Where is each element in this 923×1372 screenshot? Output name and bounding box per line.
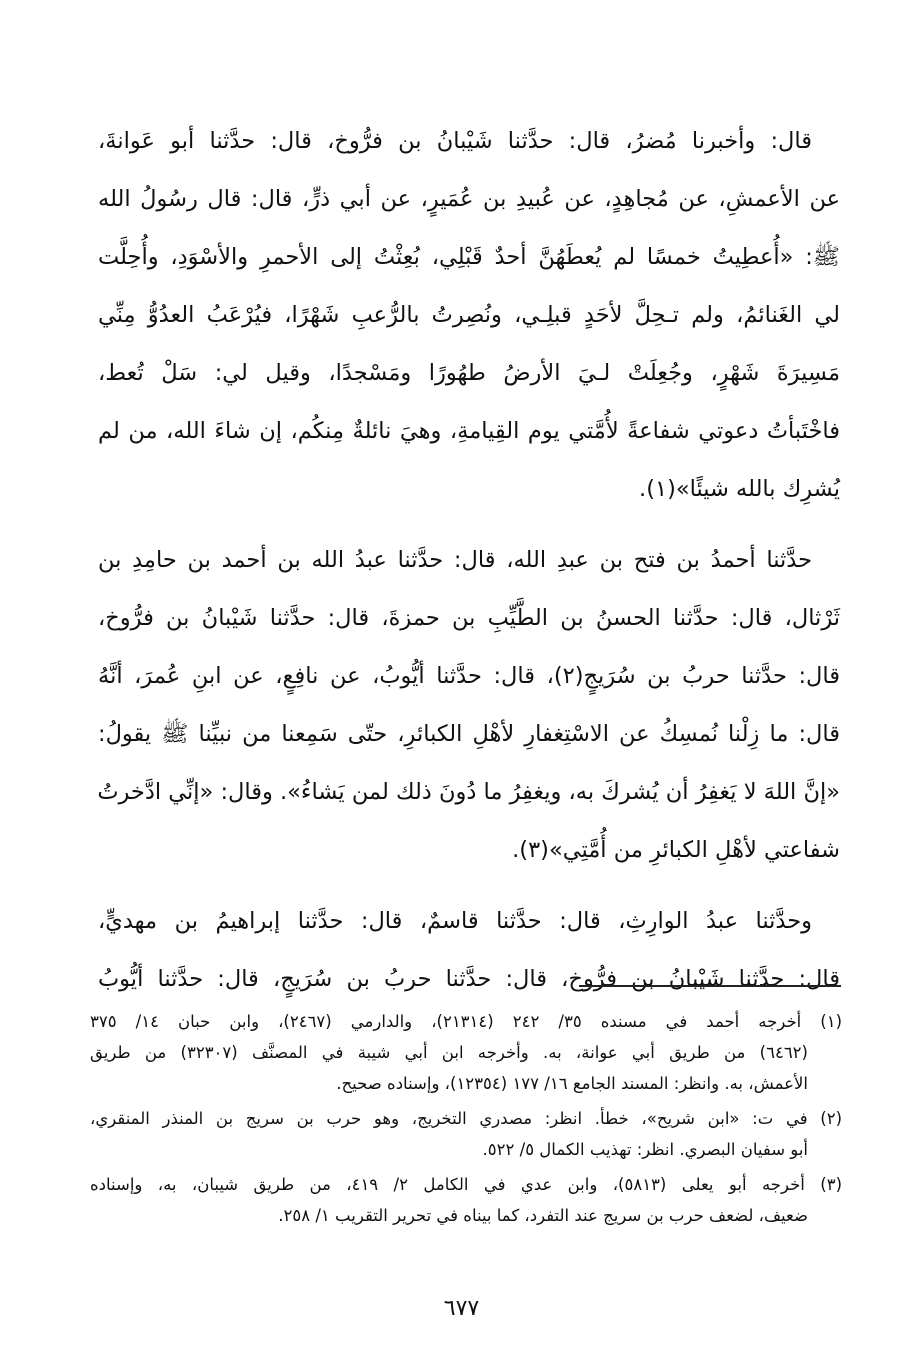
main-text [98, 112, 840, 1008]
text-line: ثَرْثال، قال: حدَّثنا الحسنُ بن الطَّيِّبِ بن حمزةَ، قال: حدَّثنا شَيْبانُ بن فرُّوخ، [98, 605, 840, 631]
footnotes [90, 1006, 842, 1235]
footnote-2 [90, 1103, 842, 1165]
text-line: وحدَّثنا عبدُ الوارِثِ، قال: حدَّثنا قاسمٌ، قال: حدَّثنا إبراهيمُ بن مهديٍّ، [98, 908, 812, 934]
paragraph-3 [98, 892, 840, 1008]
text-line: قال: ما زِلْنا نُمسِكُ عن الاسْتِغفارِ لأهْلِ الكبائرِ، حتّى سَمِعنا من نبيِّنا ﷺ يقولُ: [98, 721, 840, 747]
text-line: حدَّثنا أحمدُ بن فتح بن عبدِ الله، قال: حدَّثنا عبدُ الله بن أحمد بن حامِدِ بن [98, 547, 812, 573]
text-line: قال: وأخبرنا مُضرُ، قال: حدَّثنا شَيْبانُ بن فرُّوخ، قال: حدَّثنا أبو عَوانةَ، [98, 128, 812, 154]
footnote-line: الأعمش، به. وانظر: المسند الجامع ١٦/ ١٧٧ (١٢٣٥٤)، وإسناده صحيح. [336, 1074, 808, 1093]
text-line: قال: حدَّثنا حربُ بن سُرَيجٍ(٢)، قال: حدَّثنا أيُّوبُ، عن نافِعٍ، عن ابنِ عُمرَ، أنَّهُ [98, 663, 841, 689]
text-line: ﷺ: «أُعطِيتُ خمسًا لم يُعطَهُنَّ أحدٌ قَبْلِي، بُعِثْتُ إلى الأحمرِ والأسْوَدِ، وأُحِلَّت [98, 244, 840, 270]
text-line: مَسِيرَةَ شَهْرٍ، وجُعِلَتْ لـيَ الأرضُ طهُورًا ومَسْجدًا، وقيل لي: سَلْ تُعط، [98, 360, 840, 386]
footnote-1 [90, 1006, 842, 1099]
text-line: فاخْتَبأتُ دعوتي شفاعةً لأُمَّتي يوم القِيامةِ، وهيَ نائلةٌ مِنكُم، إن شاءَ الله، من لم [98, 418, 840, 444]
text-line: قال: حدَّثنا شَيْبانُ بن فرُّوخ، قال: حدَّثنا حربُ بن سُرَيجٍ، قال: حدَّثنا أيُّوبُ [98, 966, 840, 992]
footnote-divider [579, 985, 841, 987]
text-line: عن الأعمشِ، عن مُجاهِدٍ، عن عُبيدِ بن عُمَيرٍ، عن أبي ذرٍّ، قال: قال رسُولُ الله [98, 186, 840, 212]
text-line: شفاعتي لأهْلِ الكبائرِ من أُمَّتِي»(٣). [512, 837, 840, 863]
paragraph-1 [98, 112, 840, 518]
page-number: ٦٧٧ [443, 1296, 480, 1321]
text-line: «إنَّ اللهَ لا يَغفِرُ أن يُشركَ به، ويغفِرُ ما دُونَ ذلك لمن يَشاءُ». وقال: «إنِّي ادَّخرتُ [97, 779, 840, 805]
text-line: لي الغَنائمُ، ولم تـحِلَّ لأحَدٍ قبلِـي، ونُصِرتُ بالرُّعبِ شَهْرًا، فيُرْعَبُ العدُوُّ مِنِّي [98, 302, 840, 328]
text-line: يُشرِك بالله شيئًا»(١). [639, 476, 840, 502]
footnote-line: أبو سفيان البصري. انظر: تهذيب الكمال ٥/ ٥٢٢. [482, 1140, 808, 1159]
footnote-line: (١) أخرجه أحمد في مسنده ٣٥/ ٢٤٢ (٢١٣١٤)، والدارمي (٢٤٦٧)، وابن حبان ١٤/ ٣٧٥ [90, 1012, 843, 1031]
footnote-line: ضعيف، لضعف حرب بن سريج عند التفرد، كما بيناه في تحرير التقريب ١/ ٢٥٨. [278, 1206, 808, 1225]
footnote-3 [90, 1169, 842, 1231]
paragraph-2 [98, 531, 840, 879]
footnote-line: (٣) أخرجه أبو يعلى (٥٨١٣)، وابن عدي في الكامل ٢/ ٤١٩، من طريق شيبان، به، وإسناده [90, 1175, 842, 1194]
footnote-line: (٦٤٦٢) من طريق أبي عوانة، به. وأخرجه ابن أبي شيبة في المصنَّف (٣٢٣٠٧) من طريق [90, 1043, 808, 1062]
footnote-line: (٢) في ت: «ابن شريح»، خطأ. انظر: مصدري التخريج، وهو حرب بن سريج بن المنذر المنقري، [90, 1109, 842, 1128]
